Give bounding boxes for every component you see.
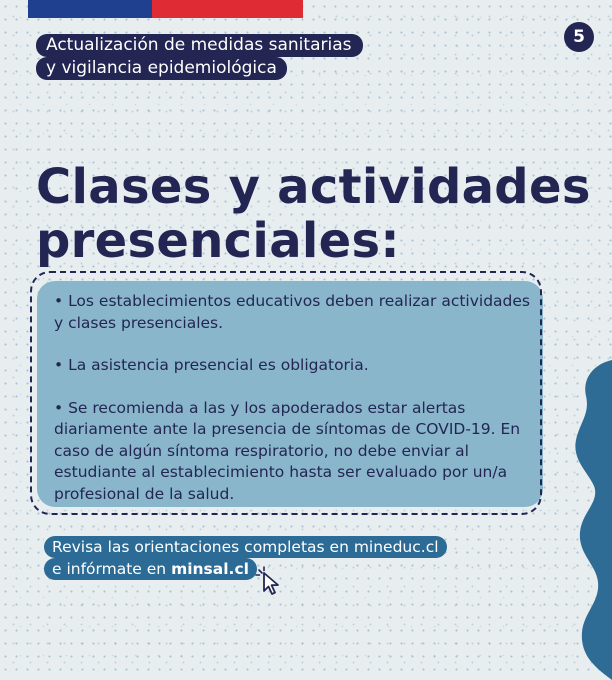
header-line-1: Actualización de medidas sanitarias bbox=[36, 34, 363, 57]
header-line-2: y vigilancia epidemiológica bbox=[36, 57, 287, 80]
flag-stripe-red bbox=[152, 0, 303, 18]
list-item: • La asistencia presencial es obligatoria. bbox=[54, 356, 369, 374]
info-list bbox=[54, 291, 534, 505]
header-tag bbox=[36, 34, 363, 80]
minsal-link[interactable] bbox=[44, 558, 257, 580]
footer-links bbox=[44, 536, 447, 580]
mineduc-link[interactable] bbox=[44, 536, 447, 558]
cursor-click-icon bbox=[255, 566, 285, 596]
footer-line-2-prefix: e infórmate en bbox=[52, 560, 172, 578]
list-item: • Los establecimientos educativos deben realizar actividades y clases presenciales. bbox=[54, 292, 530, 332]
title-line-1: Clases y actividades bbox=[36, 159, 591, 215]
footer-line-1: Revisa las orientaciones completas en mineduc.cl bbox=[52, 538, 439, 556]
flag-stripe-blue bbox=[28, 0, 152, 18]
wave-decoration bbox=[572, 360, 612, 680]
title-line-2: presenciales: bbox=[36, 213, 400, 269]
page-title bbox=[36, 160, 591, 268]
page-number-badge bbox=[564, 22, 594, 52]
minsal-link-text: minsal.cl bbox=[171, 560, 249, 578]
list-item: • Se recomienda a las y los apoderados estar alertas diariamente ante la presencia de síntomas de COVID-19. En caso de algún síntoma respiratorio, no debe enviar al estudiante al establecimiento hasta ser evaluado por un/a profesional de la salud. bbox=[54, 398, 521, 503]
page-number: 5 bbox=[573, 27, 585, 47]
